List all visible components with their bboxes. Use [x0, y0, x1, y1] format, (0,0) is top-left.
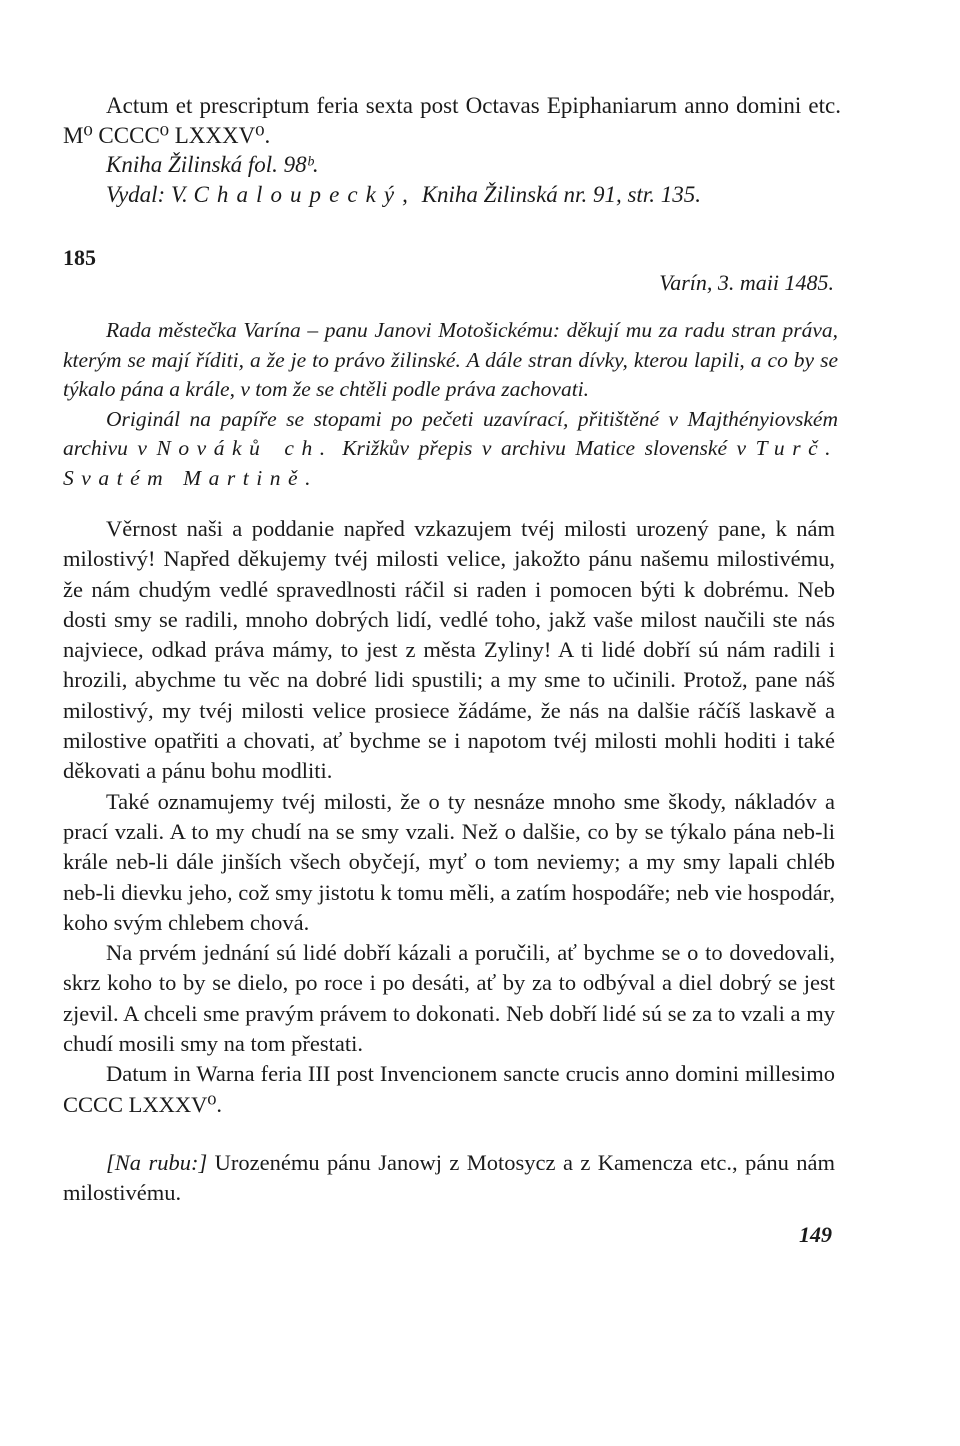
archival-note [63, 405, 838, 494]
edition-reference [63, 180, 841, 210]
closing-line: Actum et prescriptum feria sexta post Octavas Epiphaniarum anno domini etc. M⁰ CCCC⁰ LXXXV⁰. [63, 93, 841, 148]
regest [63, 316, 838, 493]
address-text: Urozenému pánu Janowj z Motosycz a z Kamencza etc., pánu nám milostivému. [63, 1149, 835, 1206]
note-place-2: Turč. [755, 436, 839, 460]
note-text: Originál na papíře se stopami po pečeti uzavírací, přitištěné v Majthényiovském archivu v [63, 406, 838, 460]
edition-prefix: Vydal: V. [106, 181, 188, 207]
document-body [63, 514, 835, 1209]
note-place: Nováků ch. [156, 436, 333, 460]
address-label: [Na rubu:] [106, 1149, 208, 1175]
place-date: Varín, 3. maii 1485. [659, 270, 834, 295]
body-paragraph: Věrnost naši a poddanie napřed vzkazujem tvéj milosti urozený pane, k nám milostivý! Napřed děkujemy tvéj milosti velice, jakožto pánu našemu milostivému, že nám chudým vedlé spravedlnosti ráčil si raden i pomocen býti k dobrému. Neb dosti smy se radili, mnoho dobrých lidí, vedlé toho, jakž vaše milost naučili ste nás najviece, odkad práva mámy, to jest z města Zyliny! A ti lidé dobří sú nám radili i hrozili, abychme tu věc na dobré lidi spustili; a my sme to učinili. Protož, pane náš milostivý, my tvéj milosti velice prosiece žádáme, že nás na dalšie ráčíš laskavě a milostive opatřiti a chovati, ať bychme se i napotom tvéj milosti mohli hoditi i také děkovati a pánu bohu modliti. [63, 516, 835, 784]
address-note [63, 1148, 835, 1209]
note-text-2: Križkův přepis v archivu Matice slovenské v [342, 436, 747, 460]
body-paragraph: Také oznamujemy tvéj milosti, že o ty nesnáze mnoho sme škody, nákladóv a prací vzali. A to my chudí na se smy vzali. Než o dalšie, co by se týkalo pána neb-li krále neb-li dále jinších všech obyčejí, myť o tom neviemy; a my smy lapali chléb neb-li dievku jeho, což smy jistotu k tomu měli, a zatím hospodáře; neb vie hospodár, koho svým chlebem chová. [63, 788, 835, 935]
document-number: 185 [63, 245, 96, 270]
dating-clause: Datum in Warna feria III post Invencionem sancte crucis anno domini millesimo CCCC LXXXV⁰. [63, 1061, 835, 1117]
previous-document-tail [63, 91, 841, 209]
page-number: 149 [799, 1222, 832, 1247]
note-place-3: Svatém Martině. [63, 465, 318, 490]
edition-suffix: Kniha Žilinská nr. 91, str. 135. [421, 181, 701, 207]
body-paragraph: Na prvém jednání sú lidé dobří kázali a poručili, ať bychme se o to dovedovali, skrz koho to by se dielo, po roce i po desáti, ať by za to odbýval a diel dobrý se jest zjevil. A chceli sme pravým právem to dokonati. Neb dobří lidé sú se za to vzali a my chudí mosili smy na tom přestati. [63, 940, 835, 1057]
regest-text: Rada městečka Varína – panu Janovi Motošickému: děkují mu za radu stran práva, kterým se mají říditi, a že je to právo žilinské. A dále stran dívky, kterou lapili, a co by se týkalo pána a krále, v tom že se chtěli podle práva zachovati. [63, 318, 838, 401]
source-reference: Kniha Žilinská fol. 98ᵇ. [106, 152, 319, 177]
edition-author: Chaloupecký, [193, 181, 416, 207]
